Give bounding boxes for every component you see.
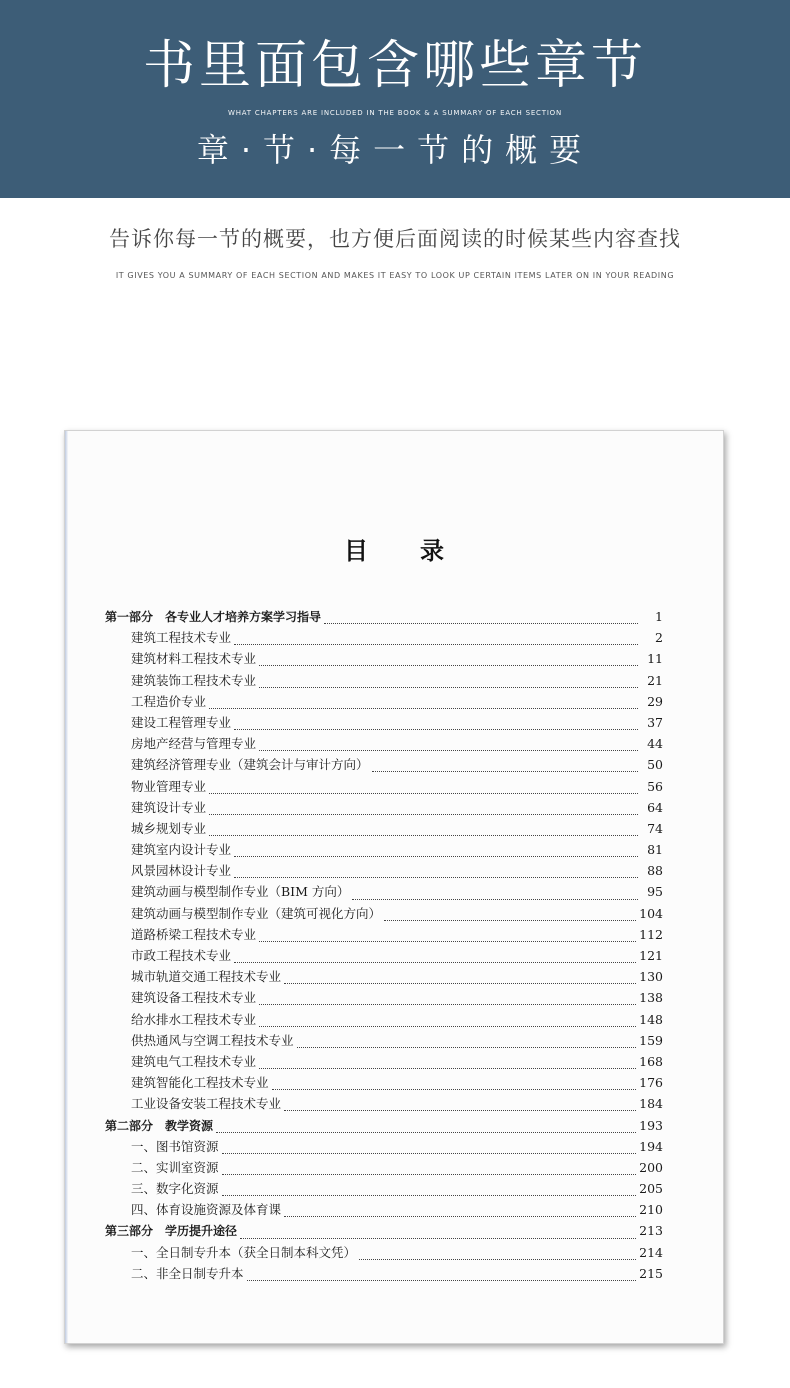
toc-page-number: 168 (639, 1053, 663, 1069)
toc-page-number: 112 (639, 926, 663, 942)
toc-entry-row (105, 1093, 663, 1114)
toc-leader-dots (297, 1037, 637, 1048)
toc-entry-row (105, 1157, 663, 1178)
intro-text-cn: 告诉你每一节的概要，也方便后面阅读的时候某些内容查找 (109, 227, 681, 251)
toc-page-number: 50 (647, 757, 663, 773)
toc-page-number: 74 (647, 820, 663, 836)
toc-page-number: 2 (655, 630, 663, 646)
toc-page-number: 205 (639, 1181, 663, 1197)
toc-page-number: 88 (647, 863, 663, 879)
book-page-photo (64, 430, 724, 1344)
toc-entry-label: 供热通风与空调工程技术专业 (131, 1032, 294, 1048)
toc-leader-dots (372, 761, 638, 772)
toc-entry-row (105, 1136, 663, 1157)
toc-entry-label: 建筑工程技术专业 (131, 630, 232, 646)
toc-leader-dots (284, 1206, 636, 1217)
toc-entry-row (105, 627, 663, 648)
toc-page-number: 130 (639, 969, 663, 985)
toc-entry-row (105, 818, 663, 839)
toc-leader-dots (284, 1100, 636, 1111)
toc-leader-dots (259, 655, 638, 666)
toc-entry-row (105, 860, 663, 881)
toc-part-row (105, 1115, 663, 1136)
toc-leader-dots (359, 1249, 636, 1260)
toc-page-number: 121 (639, 948, 663, 963)
toc-page-number: 104 (639, 905, 663, 921)
toc-page-number: 215 (639, 1265, 663, 1281)
toc-part-row (105, 606, 663, 627)
toc-leader-dots (259, 677, 638, 688)
toc-leader-dots (209, 804, 638, 815)
toc-entry-row (105, 1178, 663, 1199)
toc-page-number: 37 (647, 714, 663, 730)
toc-entry-label: 建筑设计专业 (131, 799, 207, 815)
toc-entry-label: 第二部分 教学资源 (105, 1118, 214, 1133)
toc-leader-dots (272, 1079, 637, 1090)
toc-entry-label: 工程造价专业 (131, 693, 207, 709)
toc-entry-label: 二、非全日制专升本 (131, 1265, 244, 1281)
toc-page-number: 1 (655, 609, 663, 624)
toc-page-number: 138 (639, 990, 663, 1006)
toc-page-number: 194 (639, 1138, 663, 1154)
toc-leader-dots (352, 889, 638, 900)
toc-entry-row (105, 945, 663, 966)
toc-entry-label: 建筑装饰工程技术专业 (131, 672, 257, 688)
toc-leader-dots (234, 867, 638, 878)
toc-entry-label: 三、数字化资源 (131, 1181, 219, 1197)
toc-leader-dots (324, 613, 638, 624)
toc-entry-row (105, 903, 663, 924)
toc-entry-row (105, 797, 663, 818)
toc-leader-dots (259, 931, 636, 942)
toc-entry-label: 建设工程管理专业 (131, 714, 232, 730)
toc-entry-label: 建筑动画与模型制作专业（建筑可视化方向） (131, 905, 382, 921)
toc-entry-label: 建筑智能化工程技术专业 (131, 1075, 269, 1091)
page-binding-edge (65, 431, 68, 1343)
toc-entry-row (105, 1051, 663, 1072)
banner-subtitle-cn: 章·节·每一节的概要 (196, 131, 594, 169)
toc-entry-row (105, 712, 663, 733)
toc-leader-dots (222, 1185, 637, 1196)
toc-entry-label: 一、全日制专升本（获全日制本科文凭） (131, 1244, 357, 1260)
toc-leader-dots (222, 1164, 637, 1175)
toc-page-number: 193 (639, 1117, 663, 1133)
toc-page-number: 214 (639, 1244, 663, 1260)
toc-entry-row (105, 754, 663, 775)
toc-page-number: 56 (647, 778, 663, 794)
toc-entry-row (105, 1199, 663, 1220)
toc-entry-label: 城乡规划专业 (131, 820, 207, 836)
toc-page-number: 210 (639, 1202, 663, 1218)
toc-entry-row (105, 776, 663, 797)
toc-page-number: 64 (647, 799, 663, 815)
toc-entry-label: 市政工程技术专业 (131, 948, 232, 963)
toc-entry-label: 物业管理专业 (131, 778, 207, 794)
toc-entry-label: 道路桥梁工程技术专业 (131, 926, 257, 942)
toc-entry-row (105, 670, 663, 691)
toc-leader-dots (209, 698, 638, 709)
toc-entry-row (105, 1009, 663, 1030)
toc-entry-label: 第一部分 各专业人才培养方案学习指导 (105, 610, 322, 624)
toc-leader-dots (222, 1143, 637, 1154)
toc-entry-row (105, 1072, 663, 1093)
toc-leader-dots (209, 783, 638, 794)
toc-entry-label: 工业设备安装工程技术专业 (131, 1096, 282, 1112)
toc-leader-dots (209, 825, 638, 836)
intro-text-en: IT GIVES YOU A SUMMARY OF EACH SECTION AND MAKES IT EASY TO LOOK UP CERTAIN ITEMS LATER ON IN YOUR READING (115, 271, 675, 280)
toc-leader-dots (240, 1228, 636, 1239)
toc-entry-label: 第三部分 学历提升途径 (105, 1224, 238, 1239)
toc-entry-label: 建筑材料工程技术专业 (131, 651, 257, 667)
toc-entry-label: 建筑设备工程技术专业 (131, 990, 257, 1006)
toc-leader-dots (234, 719, 638, 730)
header-banner (0, 0, 790, 198)
toc-entry-label: 二、实训室资源 (131, 1159, 219, 1175)
toc-entry-label: 给水排水工程技术专业 (131, 1011, 257, 1027)
toc-page-number: 176 (639, 1075, 663, 1091)
table-of-contents (105, 606, 663, 1284)
toc-entry-label: 建筑经济管理专业（建筑会计与审计方向） (131, 757, 369, 773)
toc-leader-dots (384, 910, 636, 921)
toc-entry-label: 建筑电气工程技术专业 (131, 1053, 257, 1069)
toc-leader-dots (234, 952, 636, 963)
toc-leader-dots (259, 1058, 636, 1069)
toc-page-number: 95 (647, 884, 663, 900)
toc-page-number: 44 (647, 736, 663, 752)
banner-subtitle-en: WHAT CHAPTERS ARE INCLUDED IN THE BOOK & A SUMMARY OF EACH SECTION (227, 109, 563, 117)
toc-entry-row (105, 1263, 663, 1284)
toc-page-number: 213 (639, 1223, 663, 1239)
toc-leader-dots (234, 634, 638, 645)
toc-entry-label: 建筑动画与模型制作专业（BIM 方向） (131, 884, 350, 900)
toc-entry-row (105, 648, 663, 669)
toc-page-number: 200 (639, 1159, 663, 1175)
toc-entry-row (105, 924, 663, 945)
toc-title: 目录 (344, 536, 496, 565)
toc-page-number: 184 (639, 1096, 663, 1112)
toc-page-number: 29 (647, 693, 663, 709)
toc-leader-dots (284, 973, 636, 984)
toc-entry-label: 风景园林设计专业 (131, 863, 232, 879)
toc-entry-label: 四、体育设施资源及体育课 (131, 1202, 282, 1218)
toc-entry-row (105, 881, 663, 902)
toc-part-row (105, 1220, 663, 1241)
toc-entry-label: 一、图书馆资源 (131, 1138, 219, 1154)
toc-leader-dots (234, 846, 638, 857)
toc-entry-label: 城市轨道交通工程技术专业 (131, 969, 282, 985)
toc-entry-row (105, 839, 663, 860)
banner-title: 书里面包含哪些章节 (142, 36, 647, 96)
toc-entry-row (105, 966, 663, 987)
toc-entry-row (105, 691, 663, 712)
toc-entry-row (105, 987, 663, 1008)
toc-page-number: 11 (647, 651, 663, 667)
toc-entry-row (105, 733, 663, 754)
toc-leader-dots (259, 740, 638, 751)
toc-entry-label: 房地产经营与管理专业 (131, 736, 257, 752)
toc-leader-dots (247, 1270, 637, 1281)
toc-leader-dots (259, 994, 636, 1005)
toc-page-number: 159 (639, 1032, 663, 1048)
toc-page-number: 21 (647, 672, 663, 688)
toc-page-number: 81 (647, 842, 663, 858)
toc-entry-row (105, 1030, 663, 1051)
toc-entry-label: 建筑室内设计专业 (131, 842, 232, 858)
toc-leader-dots (216, 1122, 636, 1133)
toc-leader-dots (259, 1016, 636, 1027)
toc-page-number: 148 (639, 1011, 663, 1027)
toc-entry-row (105, 1242, 663, 1263)
